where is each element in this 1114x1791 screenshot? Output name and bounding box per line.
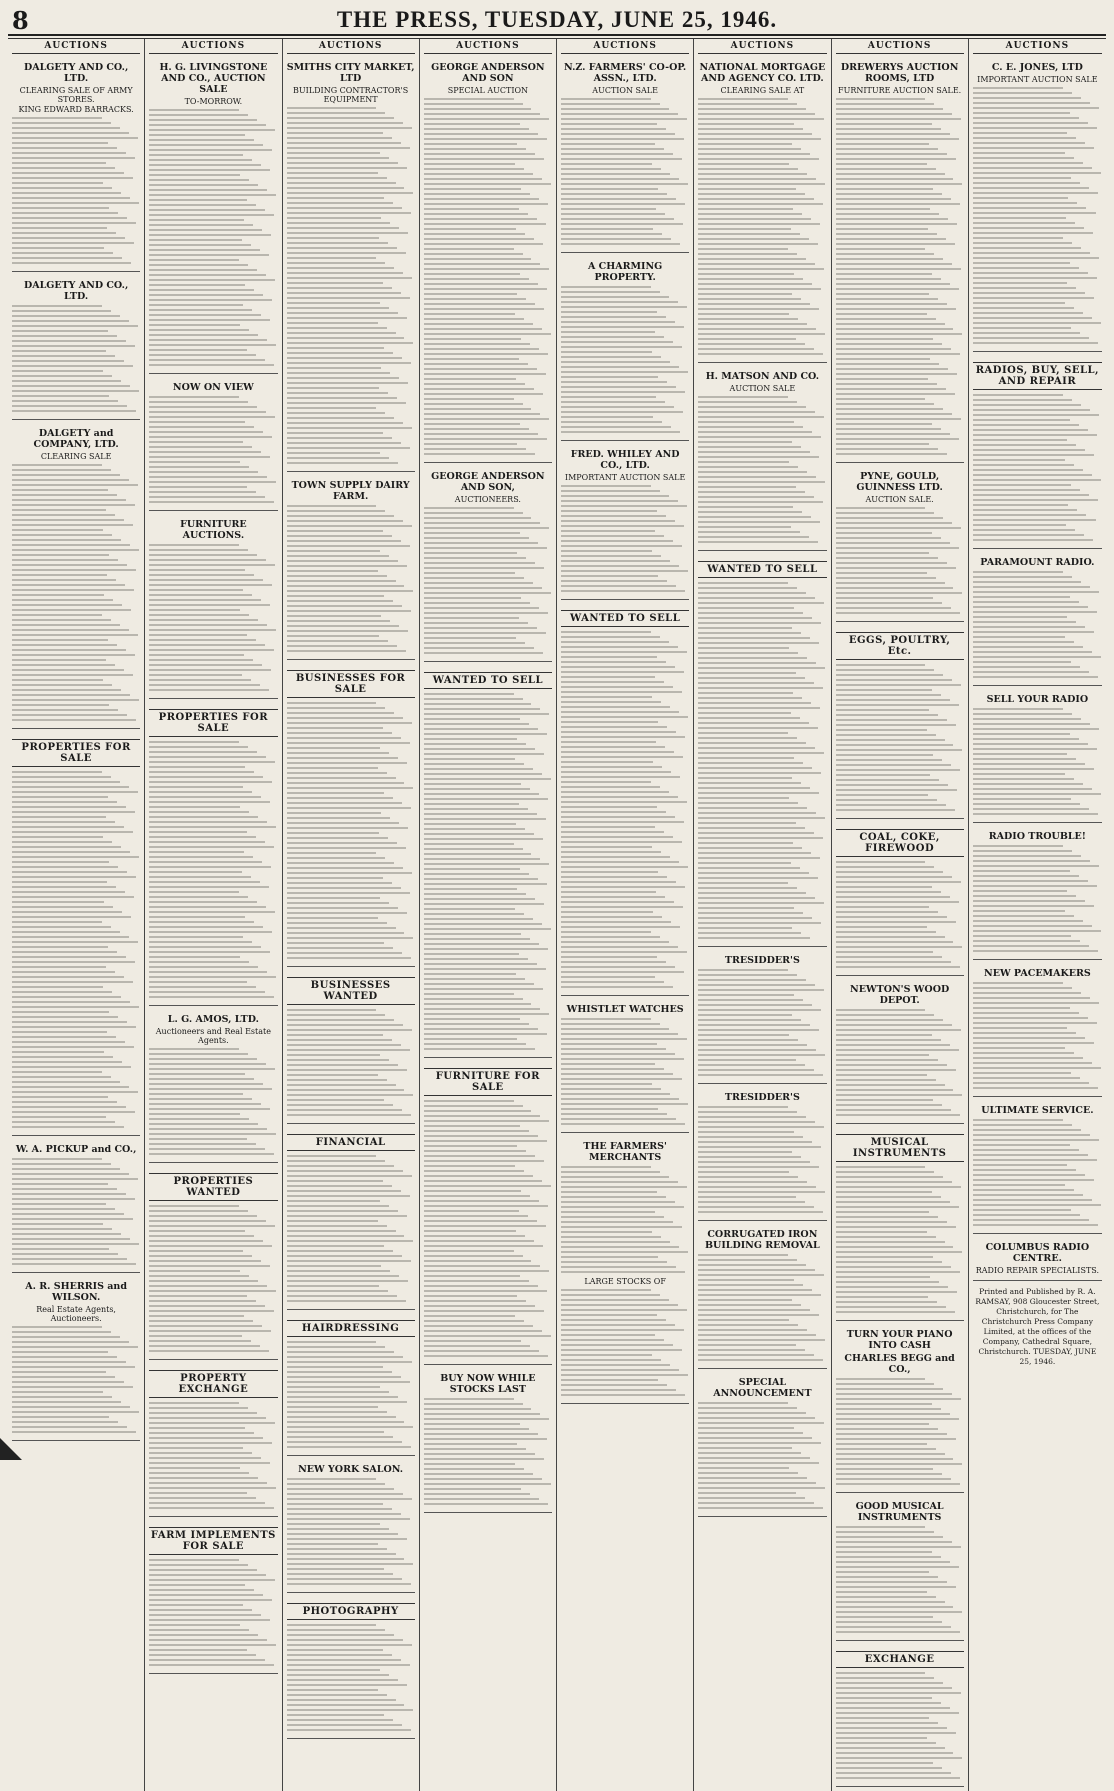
- ad-subheading: IMPORTANT AUCTION SALE: [564, 473, 686, 482]
- classified-ad: [836, 823, 964, 976]
- ad-heading: CORRUGATED IRON BUILDING REMOVAL: [705, 1229, 820, 1251]
- body-text-block: [561, 286, 689, 436]
- body-text-block: [973, 845, 1102, 955]
- body-text-block: [836, 664, 964, 814]
- ad-heading: TRESIDDER'S: [724, 1092, 800, 1103]
- body-text-block: [149, 396, 277, 506]
- body-text-block: [12, 1326, 140, 1436]
- body-text-block: [424, 1100, 552, 1360]
- section-heading: FINANCIAL: [287, 1134, 415, 1151]
- section-heading: PROPERTIES FOR SALE: [12, 739, 140, 767]
- classified-ad: [12, 58, 140, 272]
- classified-ad: [149, 515, 277, 699]
- ad-heading: GEORGE ANDERSON AND SON: [431, 62, 545, 84]
- classified-ad: [836, 1497, 964, 1641]
- body-text-block: [149, 741, 277, 1001]
- ad-heading: COLUMBUS RADIO CENTRE.: [985, 1242, 1090, 1264]
- ad-heading: NOW ON VIEW: [172, 382, 254, 393]
- classified-ad: [698, 1088, 826, 1221]
- body-text-block: [287, 1341, 415, 1451]
- ad-heading: H. MATSON AND CO.: [705, 371, 820, 382]
- ad-heading: NEW PACEMAKERS: [984, 968, 1091, 979]
- column-6: [694, 39, 831, 1791]
- masthead: [8, 6, 1106, 36]
- section-heading: PROPERTY EXCHANGE: [149, 1370, 277, 1398]
- section-heading: HAIRDRESSING: [287, 1320, 415, 1337]
- ad-heading: NEWTON'S WOOD DEPOT.: [850, 984, 950, 1006]
- body-text-block: [698, 1402, 826, 1512]
- classified-ad: [698, 58, 826, 363]
- body-text-block: [561, 485, 689, 595]
- section-heading: FURNITURE FOR SALE: [424, 1068, 552, 1096]
- ad-heading: TRESIDDER'S: [724, 955, 800, 966]
- classified-ad: [287, 664, 415, 967]
- section-label: AUCTIONS: [424, 39, 552, 54]
- body-text-block: [836, 1526, 964, 1636]
- classified-ad: [287, 1460, 415, 1593]
- body-text-block: [149, 1559, 277, 1669]
- ad-heading: TURN YOUR PIANO INTO CASH: [846, 1329, 953, 1351]
- section-heading: BUSINESSES FOR SALE: [287, 670, 415, 698]
- body-text-block: [424, 98, 552, 458]
- body-text-block: [287, 1478, 415, 1588]
- classified-columns: [8, 38, 1106, 1665]
- section-heading: PROPERTIES FOR SALE: [149, 709, 277, 737]
- ad-subheading: SPECIAL AUCTION: [447, 86, 529, 95]
- body-text-block: [287, 1155, 415, 1305]
- ad-heading: N.Z. FARMERS' CO-OP. ASSN., LTD.: [564, 62, 687, 84]
- classified-ad: [561, 58, 689, 253]
- ad-heading: DALGETY AND CO., LTD.: [23, 280, 129, 302]
- classified-ad: [698, 951, 826, 1084]
- body-text-block: [149, 109, 277, 369]
- body-text-block: [287, 107, 415, 467]
- body-text-block: [698, 396, 826, 546]
- newspaper-title: THE PRESS, TUESDAY, JUNE 25, 1946.: [336, 7, 778, 32]
- body-text-block: [698, 98, 826, 358]
- classified-ad: [287, 1314, 415, 1456]
- classified-ad: [698, 1225, 826, 1369]
- classified-ad: [424, 666, 552, 1058]
- ad-subheading: AUCTIONEERS.: [454, 495, 521, 504]
- ad-heading: DALGETY and COMPANY, LTD.: [33, 428, 119, 450]
- classified-ad: [287, 1128, 415, 1310]
- section-label: AUCTIONS: [561, 39, 689, 54]
- classified-ad: [698, 555, 826, 947]
- classified-ad: [149, 1010, 277, 1163]
- ad-heading: A CHARMING PROPERTY.: [588, 261, 663, 283]
- body-text-block: [149, 1048, 277, 1158]
- column-2: [145, 39, 282, 1791]
- classified-ad: [149, 703, 277, 1006]
- ad-heading: DREWERYS AUCTION ROOMS, LTD: [840, 62, 959, 84]
- body-text-block: [973, 982, 1102, 1092]
- classified-ad: [424, 58, 552, 463]
- body-text-block: [973, 571, 1102, 681]
- classified-ad: [287, 58, 415, 472]
- classified-ad: [12, 1277, 140, 1441]
- ad-subheading: CLEARING SALE AT: [720, 86, 805, 95]
- body-text-block: [561, 1018, 689, 1128]
- classified-ad: [424, 467, 552, 662]
- body-text-block: [12, 117, 140, 267]
- column-7: [832, 39, 969, 1791]
- classified-ad: [149, 1167, 277, 1360]
- classified-ad: [424, 1369, 552, 1513]
- body-text-block: [836, 98, 964, 458]
- ad-heading: GOOD MUSICAL INSTRUMENTS: [855, 1501, 944, 1523]
- classified-ad: [973, 690, 1102, 823]
- ad-subheading: AUCTION SALE.: [865, 495, 934, 504]
- page-number: 8: [12, 6, 29, 35]
- classified-ad: [973, 356, 1102, 549]
- body-text-block: [561, 1166, 689, 1276]
- body-text-block: [12, 771, 140, 1131]
- ad-heading: SMITHS CITY MARKET, LTD: [286, 62, 415, 84]
- classified-ad: [836, 1645, 964, 1787]
- section-label: AUCTIONS: [287, 39, 415, 54]
- body-text-block: [698, 969, 826, 1079]
- ad-heading: C. E. JONES, LTD: [991, 62, 1083, 73]
- ad-heading: DALGETY AND CO., LTD.: [23, 62, 129, 84]
- ad-heading: A. R. SHERRIS and WILSON.: [25, 1281, 127, 1303]
- ad-heading: SELL YOUR RADIO: [986, 694, 1089, 705]
- body-text-block: [561, 98, 689, 248]
- ad-subheading: AUCTION SALE: [729, 384, 796, 393]
- body-text-block: [836, 861, 964, 971]
- body-text-block: [836, 1009, 964, 1119]
- classified-ad: [561, 257, 689, 441]
- ad-subheading: AUCTION SALE: [592, 86, 658, 95]
- ad-heading: FRED. WHILEY AND CO., LTD.: [570, 449, 680, 471]
- section-label: AUCTIONS: [149, 39, 277, 54]
- classified-ad: [149, 1364, 277, 1517]
- column-1: [8, 39, 145, 1791]
- body-text-block: [12, 1158, 140, 1268]
- body-text-block: [287, 702, 415, 962]
- ad-subheading: RADIO REPAIR SPECIALISTS.: [975, 1266, 1100, 1275]
- body-text-block: [287, 1624, 415, 1734]
- ad-subheading: CLEARING SALE: [40, 452, 112, 461]
- ad-heading: ULTIMATE SERVICE.: [981, 1105, 1094, 1116]
- body-text-block: [973, 87, 1102, 347]
- classified-ad: [149, 58, 277, 374]
- ad-subheading: LARGE STOCKS OF: [584, 1277, 666, 1286]
- ad-heading: PYNE, GOULD, GUINNESS LTD.: [856, 471, 943, 493]
- classified-ad: [149, 378, 277, 511]
- classified-ad: [836, 1325, 964, 1493]
- ad-heading: BUY NOW WHILE STOCKS LAST: [440, 1373, 536, 1395]
- ad-heading: L. G. AMOS, LTD.: [167, 1014, 259, 1025]
- body-text-block: [149, 1402, 277, 1512]
- ad-heading: GEORGE ANDERSON AND SON,: [431, 471, 545, 493]
- body-text-block: [287, 505, 415, 655]
- classified-ad: [561, 1137, 689, 1404]
- ad-heading: WHISTLET WATCHES: [566, 1004, 684, 1015]
- section-label: AUCTIONS: [12, 39, 140, 54]
- section-label: AUCTIONS: [698, 39, 826, 54]
- ad-heading: THE FARMERS' MERCHANTS: [583, 1141, 667, 1163]
- ad-subheading: Auctioneers and Real Estate Agents.: [155, 1027, 271, 1045]
- body-text-block: [836, 1378, 964, 1488]
- section-label: AUCTIONS: [836, 39, 964, 54]
- classified-ad: [424, 1062, 552, 1365]
- ad-subheading: KING EDWARD BARRACKS.: [18, 105, 134, 114]
- ad-heading: SPECIAL ANNOUNCEMENT: [713, 1377, 812, 1399]
- body-text-block: [12, 464, 140, 724]
- body-text-block: [561, 631, 689, 991]
- column-3: [283, 39, 420, 1791]
- section-heading: PROPERTIES WANTED: [149, 1173, 277, 1201]
- ad-subheading: TO-MORROW.: [184, 97, 243, 106]
- classified-ad: [973, 1238, 1102, 1281]
- ad-subheading: Real Estate Agents, Auctioneers.: [36, 1305, 116, 1323]
- section-label: AUCTIONS: [973, 39, 1102, 54]
- body-text-block: [12, 305, 140, 415]
- classified-ad: [973, 827, 1102, 960]
- section-heading: WANTED TO SELL: [698, 561, 826, 578]
- classified-ad: [287, 971, 415, 1124]
- body-text-block: [698, 582, 826, 942]
- ad-heading: PARAMOUNT RADIO.: [980, 557, 1095, 568]
- classified-ad: [836, 626, 964, 819]
- body-text-block: [424, 1398, 552, 1508]
- ad-heading: FURNITURE AUCTIONS.: [180, 519, 247, 541]
- section-heading: EGGS, POULTRY, Etc.: [836, 632, 964, 660]
- body-text-block: [973, 1119, 1102, 1229]
- classified-ad: [561, 604, 689, 996]
- page-corner-mark: [0, 1438, 22, 1460]
- classified-ad: [836, 58, 964, 463]
- classified-ad: [149, 1521, 277, 1674]
- ad-subheading: IMPORTANT AUCTION SALE: [977, 75, 1098, 84]
- body-text-block: [424, 693, 552, 1053]
- column-5: [557, 39, 694, 1791]
- section-heading: EXCHANGE: [836, 1651, 964, 1668]
- classified-ad: [973, 553, 1102, 686]
- classified-ad: [287, 476, 415, 660]
- column-4: [420, 39, 557, 1791]
- classified-ad: [698, 367, 826, 551]
- ad-subheading: FURNITURE AUCTION SALE.: [838, 86, 962, 95]
- classified-ad: [698, 1373, 826, 1517]
- body-text-block: [424, 507, 552, 657]
- ad-heading: H. G. LIVINGSTONE AND CO., AUCTION SALE: [159, 62, 268, 95]
- body-text-block: [836, 1166, 964, 1316]
- classified-ad: [973, 964, 1102, 1097]
- publisher-imprint: Printed and Published by R. A. RAMSAY, 908 Gloucester Street, Christchurch, for The Christchurch Press Company Limited, at the offices of the Company, Cathedral Square, Christchurch. TUESDAY, JUNE 25, 1946.: [975, 1287, 1100, 1366]
- ad-subheading: CLEARING SALE OF ARMY STORES.: [19, 86, 133, 104]
- ad-heading: W. A. PICKUP and CO.,: [15, 1144, 137, 1155]
- classified-ad: [12, 1140, 140, 1273]
- ad-subheading: BUILDING CONTRACTOR'S EQUIPMENT: [293, 86, 409, 104]
- body-text-block: [149, 544, 277, 694]
- section-heading: WANTED TO SELL: [424, 672, 552, 689]
- section-heading: WANTED TO SELL: [561, 610, 689, 627]
- classified-ad: [561, 445, 689, 600]
- body-text-block: [973, 708, 1102, 818]
- classified-ad: [836, 980, 964, 1124]
- classified-ad: [973, 58, 1102, 352]
- classified-ad: [287, 1597, 415, 1739]
- body-text-block: [561, 1289, 689, 1399]
- ad-heading: CHARLES BEGG and CO.,: [844, 1353, 955, 1375]
- section-heading: COAL, COKE, FIREWOOD: [836, 829, 964, 857]
- classified-ad: [12, 276, 140, 420]
- body-text-block: [149, 1205, 277, 1355]
- ad-heading: TOWN SUPPLY DAIRY FARM.: [291, 480, 410, 502]
- section-heading: PHOTOGRAPHY: [287, 1603, 415, 1620]
- classified-ad: [973, 1101, 1102, 1234]
- section-heading: FARM IMPLEMENTS FOR SALE: [149, 1527, 277, 1555]
- body-text-block: [698, 1106, 826, 1216]
- section-heading: BUSINESSES WANTED: [287, 977, 415, 1005]
- body-text-block: [973, 394, 1102, 544]
- body-text-block: [698, 1254, 826, 1364]
- classified-ad: [12, 424, 140, 729]
- body-text-block: [836, 1672, 964, 1782]
- body-text-block: [836, 507, 964, 617]
- column-8: [969, 39, 1106, 1791]
- section-heading: RADIOS, BUY, SELL, AND REPAIR: [973, 362, 1102, 390]
- ad-heading: NATIONAL MORTGAGE AND AGENCY CO. LTD.: [699, 62, 826, 84]
- classified-ad: [836, 1128, 964, 1321]
- section-heading: MUSICAL INSTRUMENTS: [836, 1134, 964, 1162]
- classified-ad: [12, 733, 140, 1136]
- body-text-block: [287, 1009, 415, 1119]
- ad-heading: NEW YORK SALON.: [298, 1464, 404, 1475]
- classified-ad: [561, 1000, 689, 1133]
- ad-heading: RADIO TROUBLE!: [988, 831, 1086, 842]
- classified-ad: [836, 467, 964, 622]
